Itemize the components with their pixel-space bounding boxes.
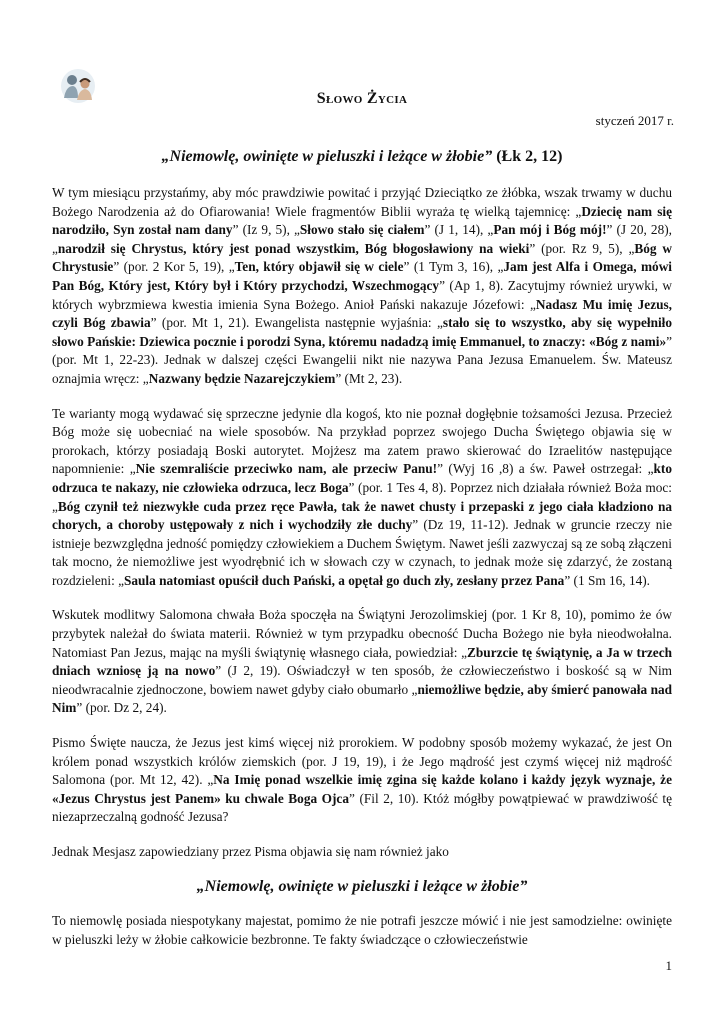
paragraph-1: W tym miesiącu przystańmy, aby móc prawdziwie powitać i przyjąć Dzieciątko ze żłóbka, wszak trwamy w duchu Bożego Narodzenia aż do Ofiarowania! Wiele fragmentów Biblii wyraża tę wielką tajemnicę: „Dziecię nam się narodziło, Syn został nam dany” (Iz 9, 5), „Słowo stało się ciałem” (J 1, 14), „Pan mój i Bóg mój!” (J 20, 28), „narodził się Chrystus, który jest ponad wszystkim, Bóg błogosławiony na wieki” (por. Rz 9, 5), „Bóg w Chrystusie” (por. 2 Kor 5, 19), „Ten, który objawił się w ciele” (1 Tym 3, 16), „Jam jest Alfa i Omega, mówi Pan Bóg, Który jest, Który był i Który przychodzi, Wszechmogący” (Ap 1, 8). Zacytujmy również urywki, w których wybrzmiewa kwestia imienia Syna Bożego. Anioł Pański nakazuje Józefowi: „Nadasz Mu imię Jezus, czyli Bóg zbawia” (por. Mt 1, 21). Ewangelista następnie wyjaśnia: „stało się to wszystko, aby się wypełniło słowo Pańskie: Dziewica pocznie i porodzi Syna, któremu nadadzą imię Emmanuel, to znaczy: «Bóg z nami»” (por. Mt 1, 22-23). Jednak w dalszej części Ewangelii nikt nie nazywa Pana Jezusa Emanuelem. Św. Mateusz oznajmia wręcz: „Nazwany będzie Nazarejczykiem” (Mt 2, 23).: [52, 185, 673, 386]
paragraph-4: Pismo Święte naucza, że Jezus jest kimś więcej niż prorokiem. W podobny sposób możemy wykazać, że jest On królem ponad wszystkich królów ziemskich (por. J 19, 19), i że Jego mądrość jest czymś więcej niż mądrość Salomona (por. Mt 12, 42). „Na Imię ponad wszelkie imię zgina się każde kolano i każdy język wyznaje, że «Jezus Chrystus jest Panem» ku chwale Boga Ojca” (Fil 2, 10). Któż mógłby powątpiewać w prawdziwość tę niezaprzeczalną godność Jezusa?: [52, 735, 672, 825]
second-headline: „Niemowlę, owinięte w pieluszki i leżące w żłobie”: [196, 877, 528, 895]
paragraph-6: To niemowlę posiada niespotykany majestat, pomimo że nie potrafi jeszcze mówić i nie jest samodzielne: owinięte w pieluszki leży w żłobie całkowicie bezbronne. Te fakty świadczące o człowieczeństwie: [52, 913, 672, 947]
page-number: 1: [665, 958, 672, 973]
article-body: [52, 184, 672, 965]
paragraph-2: Te warianty mogą wydawać się sprzeczne jedynie dla kogoś, kto nie poznał dogłębnie tożsamości Jezusa. Przecież Bóg może się uobecniać na wiele sposobów. Na przykład poprzez swojego Ducha Świętego objawia się w prorokach, którzy posiadają Boski autorytet. Mojżesz ma zatem prawo skierować do Izraelitów następujące napomnienie: „Nie szemraliście przeciwko nam, ale przeciw Panu!” (Wyj 16 ,8) a św. Paweł ostrzegał: „kto odrzuca te nakazy, nie człowieka odrzuca, lecz Boga” (por. 1 Tes 4, 8). Poprzez nich działała również Boża moc: „Bóg czynił też niezwykłe cuda przez ręce Pawła, tak że nawet chusty i przepaski z jego ciała kładziono na chorych, a choroby ustępowały z nich i wychodziły złe duchy” (Dz 19, 11-12). Jednak w gruncie rzeczy nie istnieje bezwzględna jedność pomiędzy człowiekiem a Duchem Świętym. Nawet jeśli zazwyczaj są ze sobą złączeni tak mocno, że niemożliwe jest wyodrębnić ich w słowach czy w czynach, to jednak może się zdarzyć, że zostaną rozdzieleni: „Saula natomiast opuścił duch Pański, a opętał go duch zły, zesłany przez Pana” (1 Sm 16, 14).: [52, 405, 673, 588]
headline-quote: „Niemowlę, owinięte w pieluszki i leżące w żłobie”: [161, 148, 493, 165]
paragraph-5: Jednak Mesjasz zapowiedziany przez Pisma objawia się nam również jako: [52, 844, 449, 859]
main-headline: [0, 148, 724, 166]
document-title: Słowo Życia: [316, 90, 408, 107]
document-date: styczeń 2017 r.: [595, 113, 674, 128]
headline-reference: (Łk 2, 12): [492, 148, 563, 165]
paragraph-3: Wskutek modlitwy Salomona chwała Boża spoczęła na Świątyni Jerozolimskiej (por. 1 Kr 8, 10), pomimo że ów przybytek należał do świata materii. Również w tym przypadku obecność Ducha Bożego nie była nieodwołalna. Natomiast Pan Jezus, mając na myśli świątynię własnego ciała, powiedział: „Zburzcie tę świątynię, a Ja w trzech dniach wzniosę ją na nowo” (J 2, 19). Oświadczył w ten sposób, że człowieczeństwo i boskość są w Nim nieodwracalnie zjednoczone, bowiem nawet gdyby ciało obumarło „niemożliwe będzie, aby śmierć panowała nad Nim” (por. Dz 2, 24).: [52, 607, 673, 716]
